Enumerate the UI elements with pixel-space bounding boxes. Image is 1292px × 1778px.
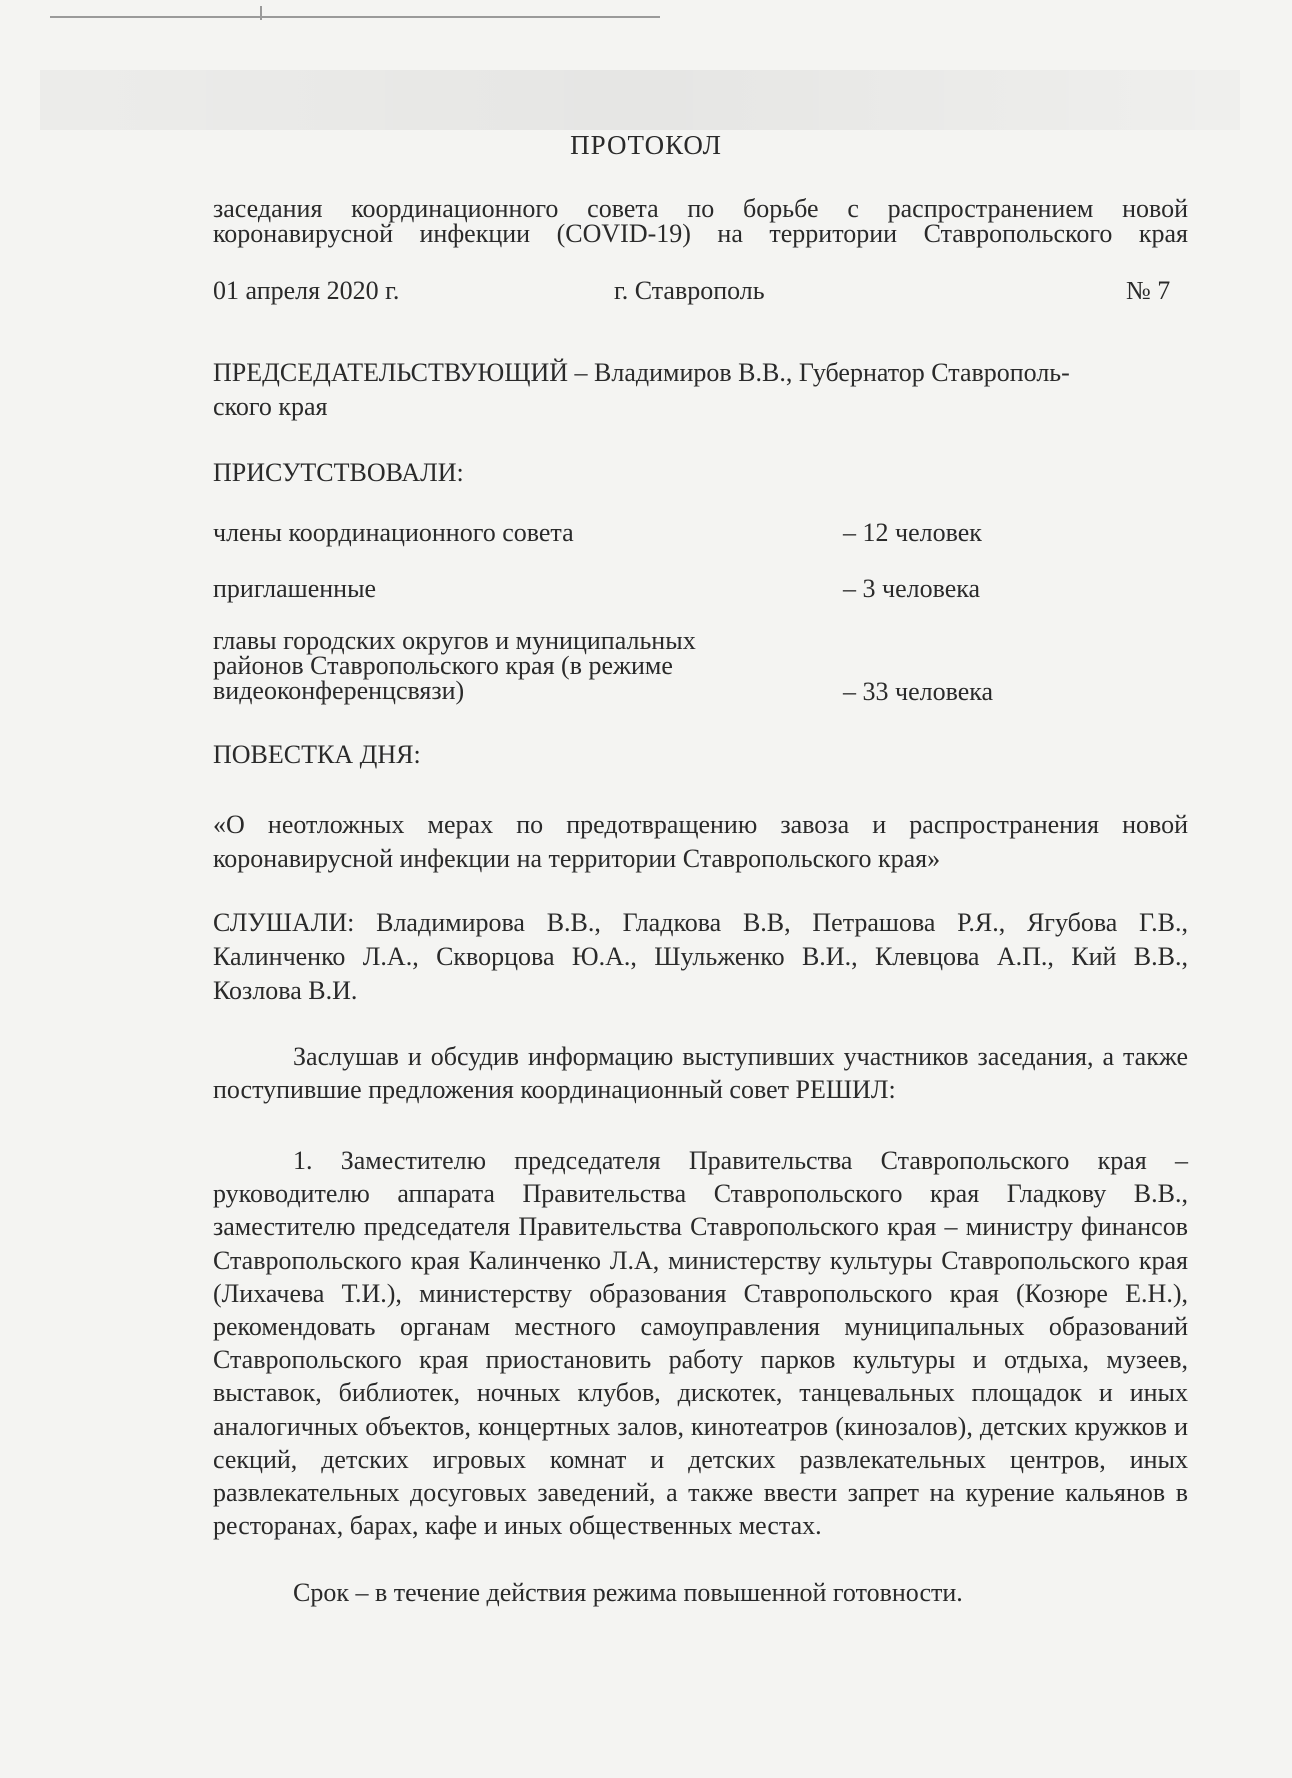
agenda-line-2: коронавирусной инфекции на территории Ставропольского края»	[213, 844, 941, 873]
scan-line-artifact	[50, 16, 660, 18]
heard-section	[213, 906, 1188, 1008]
present-count-invited: – 3 человека	[843, 574, 981, 603]
protocol-place: г. Ставрополь	[614, 276, 765, 305]
subtitle-line-1: заседания координационного совета по борьбе с распространением новой	[213, 194, 1188, 223]
decision-item-1: 1. Заместителю председателя Правительства Ставропольского края – руководителю аппарата Правительства Ставропольского края Гладкову В.В., заместителю председателя Правительства Ставропольского края – министру финансов Ставропольского края Калинченко Л.А, министерству культуры Ставропольского края (Лихачева Т.И.), министерству образования Ставропольского края (Козюре Е.Н.), рекомендовать органам местного самоуправления муниципальных образований Ставропольского края приостановить работу парков культуры и отдыха, музеев, выставок, библиотек, ночных клубов, дискотек, танцевальных площадок и иных аналогичных объектов, концертных залов, кинотеатров (кинозалов), детских кружков и секций, детских игровых комнат и детских развлекательных центров, иных развлекательных досуговых заведений, а также ввести запрет на курение кальянов в ресторанах, барах, кафе и иных общественных местах.	[213, 1146, 1188, 1541]
heard-line-2: Калинченко Л.А., Скворцова Ю.А., Шульженко В.И., Клевцова А.П., Кий В.В.,	[213, 942, 1188, 971]
present-count-members: – 12 человек	[843, 518, 982, 547]
chair-section	[213, 356, 1188, 424]
agenda-text	[213, 808, 1188, 876]
subtitle-line-2: коронавирусной инфекции (COVID-19) на территории Ставропольского края	[213, 219, 1188, 248]
present-label-members: члены координационного совета	[213, 518, 574, 547]
protocol-number: № 7	[1126, 276, 1171, 305]
decision-deadline: Срок – в течение действия режима повышенной готовности.	[293, 1578, 963, 1607]
heads-line-2: районов Ставропольского края (в режиме	[213, 651, 673, 680]
present-count-heads: – 33 человека	[843, 677, 994, 706]
scan-mark-artifact	[260, 6, 262, 20]
document-title: ПРОТОКОЛ	[570, 130, 722, 160]
chair-line-2: ского края	[213, 392, 328, 421]
chair-line-1: ПРЕДСЕДАТЕЛЬСТВУЮЩИЙ – Владимиров В.В., Губернатор Ставрополь-	[213, 358, 1070, 387]
present-label-heads	[213, 628, 773, 703]
protocol-date: 01 апреля 2020 г.	[213, 276, 400, 305]
present-label-invited: приглашенные	[213, 574, 377, 603]
agenda-line-1: «О неотложных мерах по предотвращению завоза и распространения новой	[213, 810, 1188, 839]
scan-smudge-artifact	[40, 70, 1240, 130]
document-subtitle	[213, 196, 1188, 246]
present-heading: ПРИСУТСТВОВАЛИ:	[213, 458, 464, 487]
agenda-heading: ПОВЕСТКА ДНЯ:	[213, 740, 421, 769]
decision-intro: Заслушав и обсудив информацию выступивших участников заседания, а также поступившие предложения координационный совет РЕШИЛ:	[213, 1042, 1188, 1104]
heard-line-1: СЛУШАЛИ: Владимирова В.В., Гладкова В.В, Петрашова Р.Я., Ягубова Г.В.,	[213, 908, 1188, 937]
heads-line-3: видеоконференцсвязи)	[213, 676, 465, 705]
heads-line-1: главы городских округов и муниципальных	[213, 626, 696, 655]
heard-line-3: Козлова В.И.	[213, 976, 358, 1005]
